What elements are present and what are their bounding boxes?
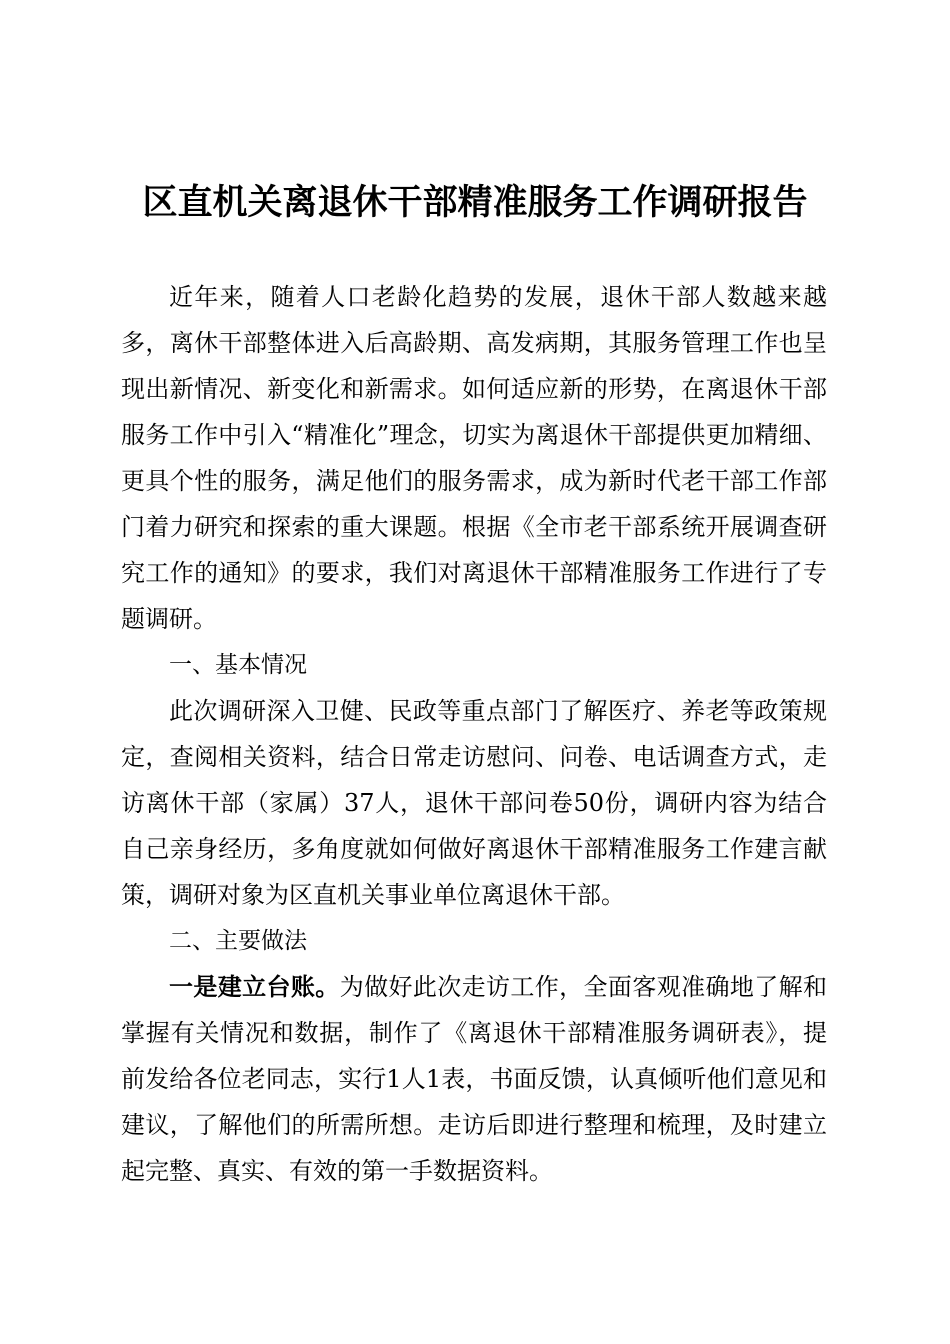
section-heading-basic-situation: 一、基本情况 <box>169 652 307 678</box>
section-basic-situation-paragraph: 此次调研深入卫健、民政等重点部门了解医疗、养老等政策规定，查阅相关资料，结合日常走访慰问、问卷、电话调查方式，走访离休干部（家属）37人，退休干部问卷50份，调研内容为结合自己亲身经历，多角度就如何做好离退休干部精准服务工作建言献策，调研对象为区直机关事业单位离退休干部。 <box>121 697 827 909</box>
document-body <box>121 274 827 1194</box>
document-title: 区直机关离退休干部精准服务工作调研报告 <box>142 182 808 223</box>
section-heading-main-practices: 二、主要做法 <box>169 928 307 954</box>
item-text-establish-ledger: 为做好此次走访工作，全面客观准确地了解和掌握有关情况和数据，制作了《离退休干部精准服务调研表》，提前发给各位老同志，实行1人1表，书面反馈，认真倾听他们意见和建议，了解他们的所需所想。走访后即进行整理和梳理，及时建立起完整、真实、有效的第一手数据资料。 <box>121 973 828 1185</box>
item-lead-establish-ledger: 一是建立台账。 <box>169 973 340 1001</box>
section-main-practices-paragraph <box>121 964 827 1194</box>
intro-paragraph: 近年来，随着人口老龄化趋势的发展，退休干部人数越来越多，离休干部整体进入后高龄期、高发病期，其服务管理工作也呈现出新情况、新变化和新需求。如何适应新的形势，在离退休干部服务工作中引入“精准化”理念，切实为离退休干部提供更加精细、更具个性的服务，满足他们的服务需求，成为新时代老干部工作部门着力研究和探索的重大课题。根据《全市老干部系统开展调查研究工作的通知》的要求，我们对离退休干部精准服务工作进行了专题调研。 <box>121 283 827 633</box>
